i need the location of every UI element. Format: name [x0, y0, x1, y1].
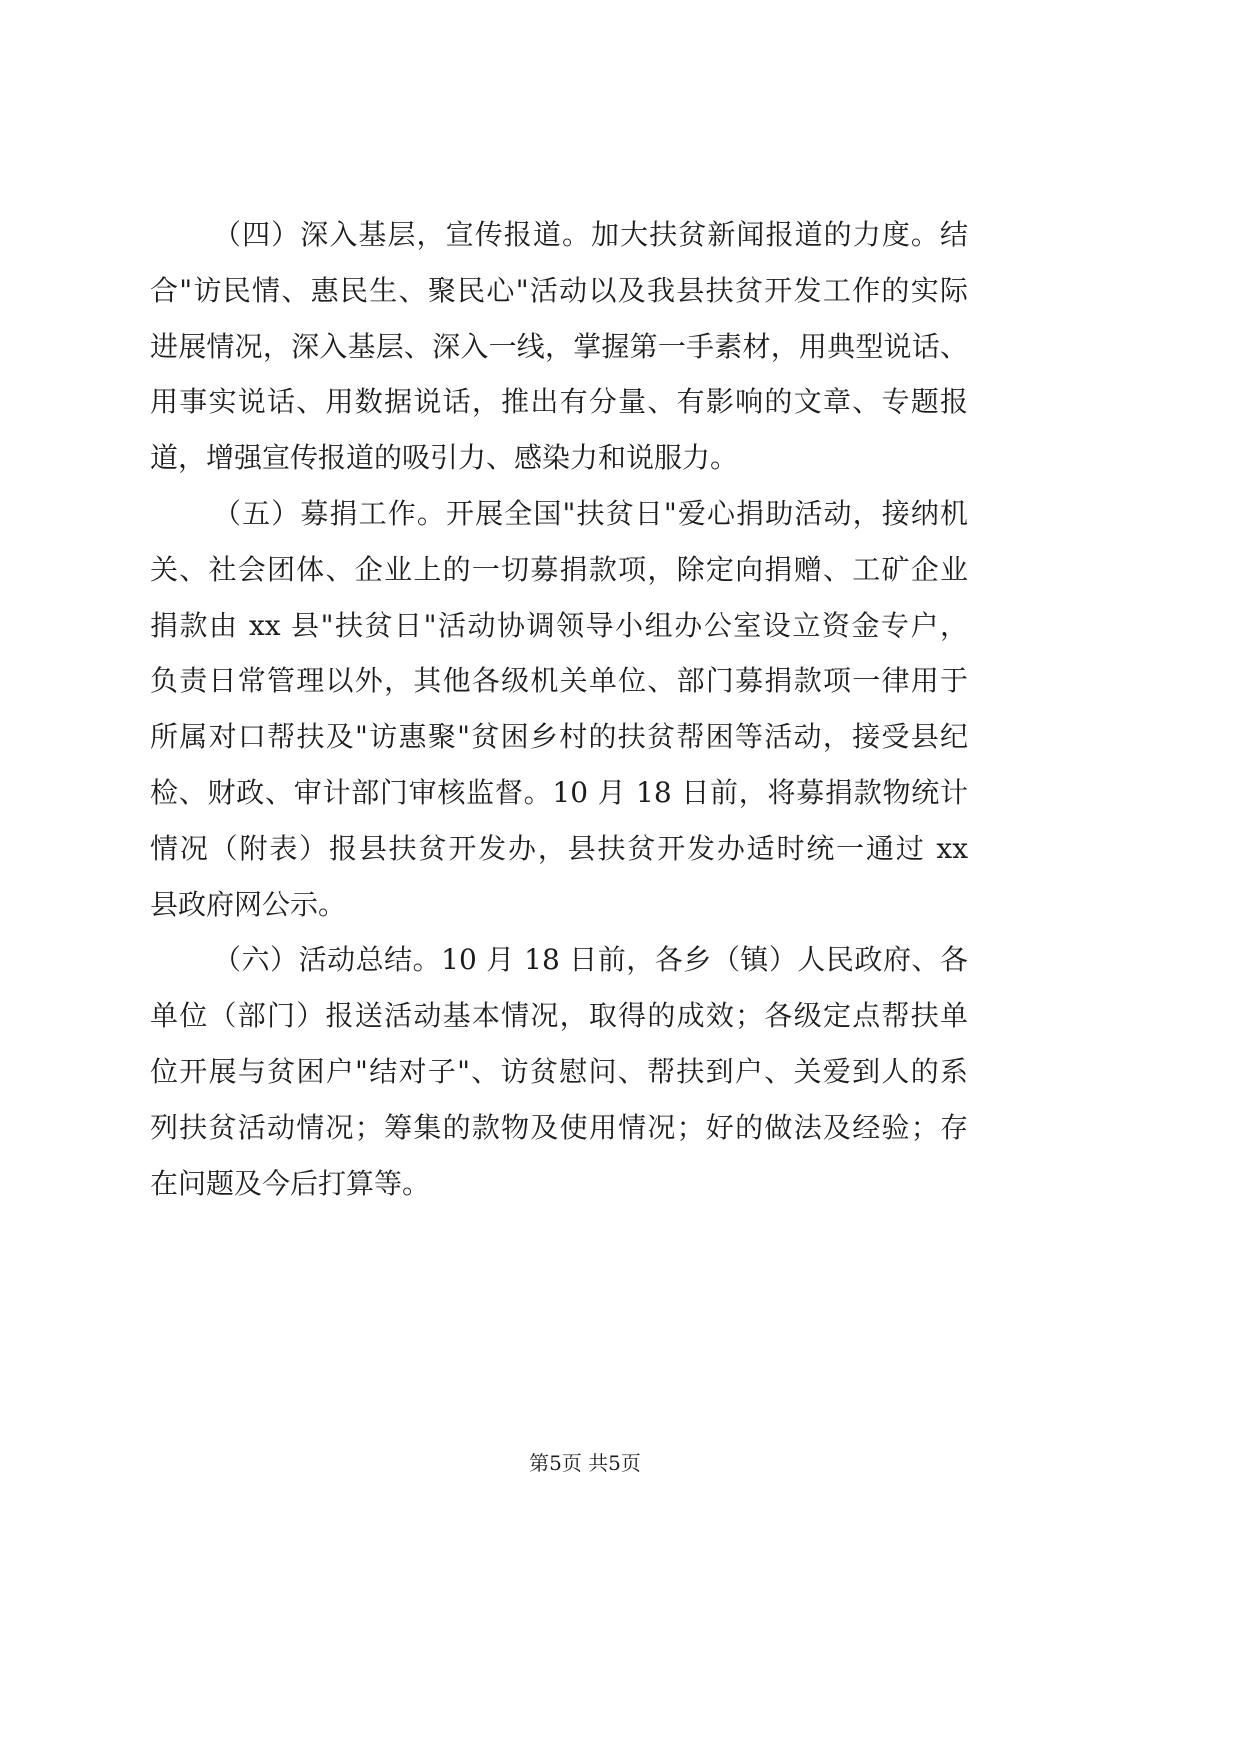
paragraph-4-publicity: [150, 207, 968, 486]
text-line: 负责日常管理以外，其他各级机关单位、部门募捐款项一律用于: [150, 664, 968, 698]
text-line: 合"访民情、惠民生、聚民心"活动以及我县扶贫开发工作的实际: [150, 273, 968, 307]
text-line: 所属对口帮扶及"访惠聚"贫困乡村的扶贫帮困等活动，接受县纪: [150, 720, 968, 754]
paragraph-6-summary: [150, 932, 968, 1211]
text-line: 在问题及今后打算等。: [150, 1166, 431, 1200]
text-line: 捐款由 xx 县"扶贫日"活动协调领导小组办公室设立资金专户，: [150, 608, 968, 642]
text-line: 道，增强宣传报道的吸引力、感染力和说服力。: [150, 441, 739, 475]
text-line: （四）深入基层，宣传报道。加大扶贫新闻报道的力度。结: [213, 218, 968, 251]
text-line: 列扶贫活动情况；筹集的款物及使用情况；好的做法及经验；存: [150, 1110, 968, 1144]
text-line: 县政府网公示。: [150, 887, 347, 921]
text-line: 进展情况，深入基层、深入一线，掌握第一手素材，用典型说话、: [150, 329, 968, 363]
text-line: 位开展与贫困户"结对子"、访贫慰问、帮扶到户、关爱到人的系: [150, 1054, 968, 1088]
paragraph-5-donations: [150, 486, 968, 932]
text-line: 关、社会团体、企业上的一切募捐款项，除定向捐赠、工矿企业: [150, 552, 968, 586]
text-line: 情况（附表）报县扶贫开发办，县扶贫开发办适时统一通过 xx: [150, 831, 968, 865]
page-number-footer: 第5页 共5页: [529, 1451, 641, 1475]
text-line: 用事实说话、用数据说话，推出有分量、有影响的文章、专题报: [150, 385, 968, 419]
document-body: [150, 207, 968, 1211]
text-line: 单位（部门）报送活动基本情况，取得的成效；各级定点帮扶单: [150, 999, 968, 1033]
text-line: 检、财政、审计部门审核监督。10 月 18 日前，将募捐款物统计: [150, 775, 968, 809]
text-line: （五）募捐工作。开展全国"扶贫日"爱心捐助活动，接纳机: [213, 496, 968, 530]
text-line: （六）活动总结。10 月 18 日前，各乡（镇）人民政府、各: [213, 943, 968, 977]
